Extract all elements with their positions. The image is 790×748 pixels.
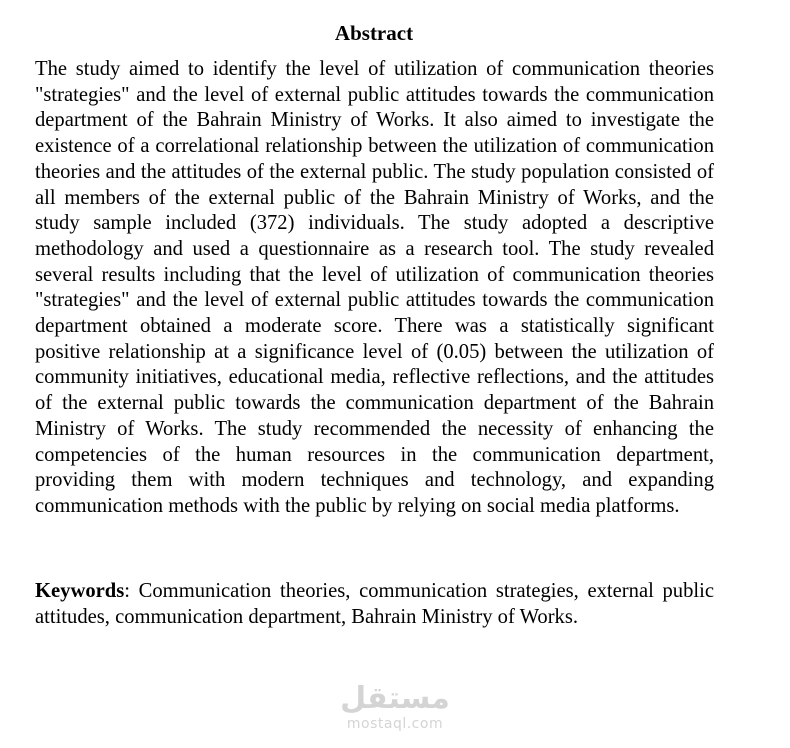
watermark-logo bbox=[340, 682, 450, 732]
keywords-paragraph bbox=[35, 579, 714, 630]
keywords-text: : Communication theories, communication strategies, external public attitudes, communication department, Bahrain Ministry of Works. bbox=[35, 580, 714, 628]
watermark-latin: mostaql.com bbox=[346, 716, 444, 732]
watermark-arabic: مستقل bbox=[340, 681, 450, 716]
abstract-body: The study aimed to identify the level of utilization of communication theories "strategies" and the level of external public attitudes towards the communication department of the Bahrain Ministry of Works. It also aimed to investigate the existence of a correlational relationship between the utilization of communication theories and the attitudes of the external public. The study population consisted of all members of the external public of the Bahrain Ministry of Works, and the study sample included (372) individuals. The study adopted a descriptive methodology and used a questionnaire as a research tool. The study revealed several results including that the level of utilization of communication theories "strategies" and the level of external public attitudes towards the communication department obtained a moderate score. There was a statistically significant positive relationship at a significance level of (0.05) between the utilization of community initiatives, educational media, reflective reflections, and the attitudes of the external public towards the communication department of the Bahrain Ministry of Works. The study recommended the necessity of enhancing the competencies of the human resources in the communication department, providing them with modern techniques and technology, and expanding communication methods with the public by relying on social media platforms. bbox=[35, 58, 714, 517]
abstract-title: Abstract bbox=[334, 21, 414, 45]
keywords-label: Keywords bbox=[35, 580, 125, 602]
